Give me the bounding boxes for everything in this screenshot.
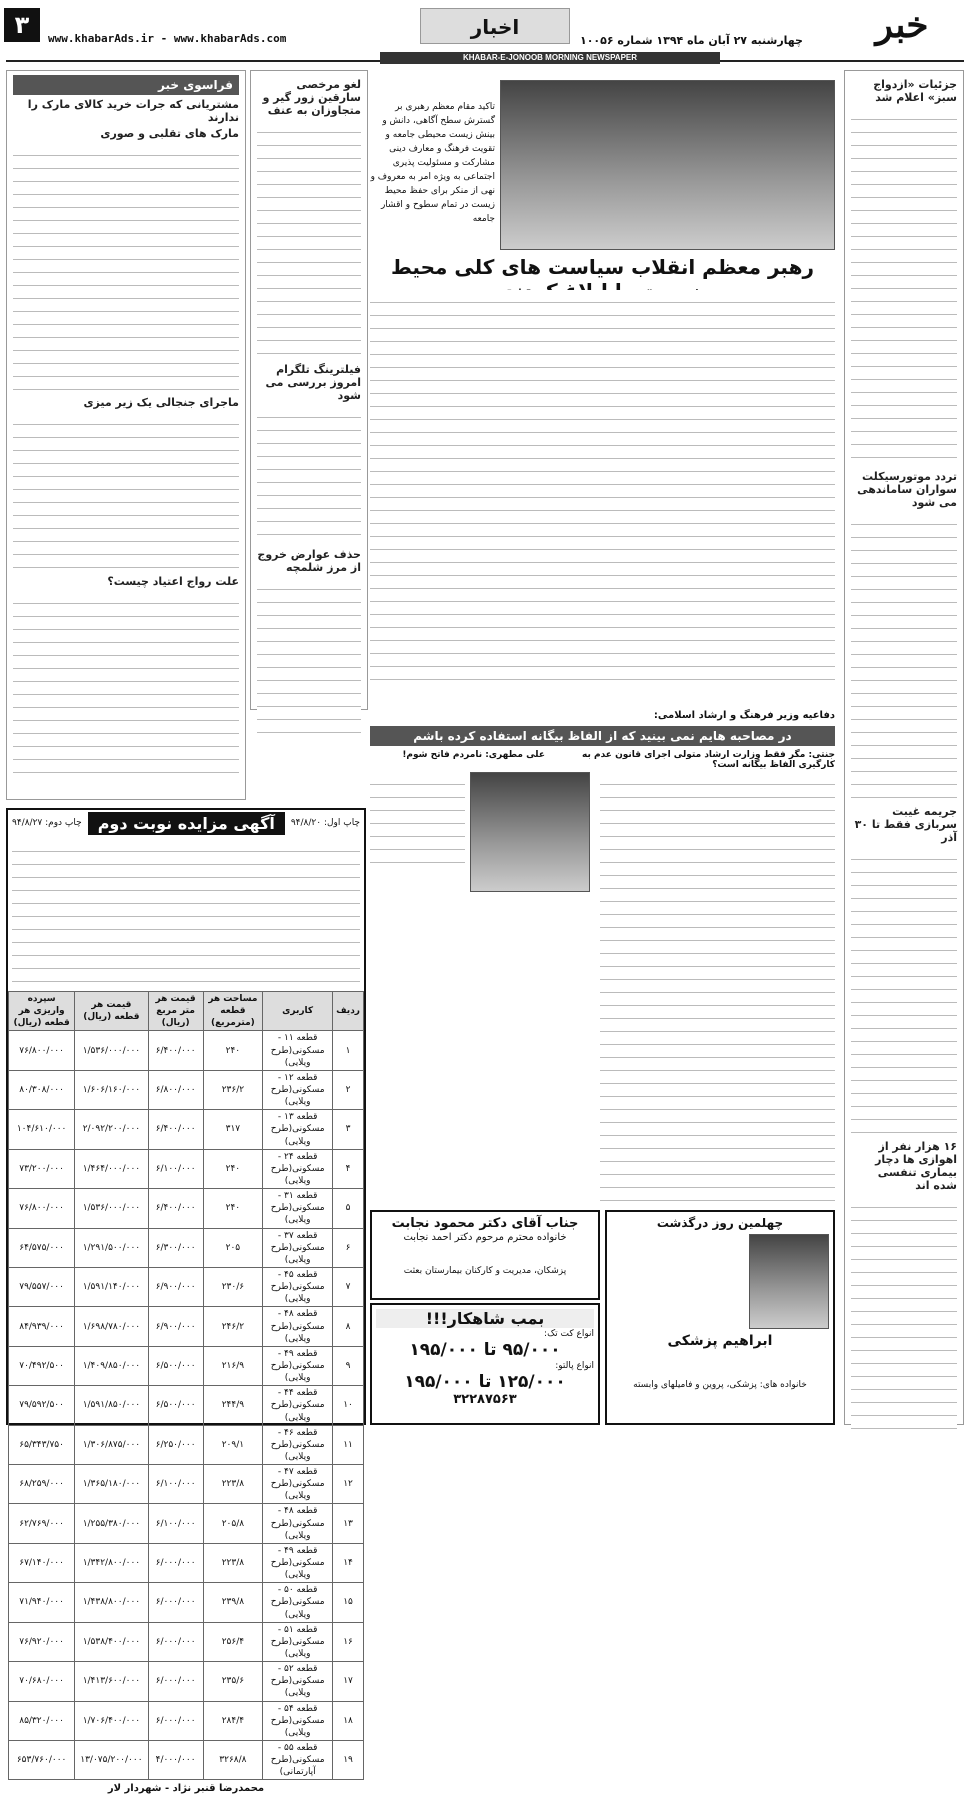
section-title: اخبار (420, 8, 570, 44)
condolence-body: خانواده محترم مرحوم دکتر احمد نجابت (403, 1232, 567, 1243)
table-cell: ۱/۵۹۱/۱۴۰/۰۰۰ (75, 1267, 148, 1306)
table-cell: ۲۴۶/۲ (203, 1307, 263, 1346)
table-cell: ۱/۵۳۶/۰۰۰/۰۰۰ (75, 1189, 148, 1228)
table-cell: ۵ (333, 1189, 364, 1228)
interview-body (370, 772, 465, 872)
table-cell: ۱/۴۰۹/۸۵۰/۰۰۰ (75, 1346, 148, 1385)
table-cell: ۱۷ (333, 1662, 364, 1701)
table-cell: ۱ (333, 1031, 364, 1070)
table-cell: ۲۲۳/۸ (203, 1543, 263, 1582)
left-subtitle: مشتریانی که جرات خرید کالای مارک را ندارند (27, 98, 239, 124)
table-cell: ۱۲ (333, 1465, 364, 1504)
main-headline: رهبر معظم انقلاب سیاست های کلی محیط (391, 255, 814, 279)
right-column (844, 70, 964, 1425)
memorial-photo (749, 1234, 829, 1329)
memorial-sign: خانواده های: پزشکی، پروین و فامیلهای وابسته (633, 1380, 807, 1390)
table-cell: ۱/۳۰۶/۸۷۵/۰۰۰ (75, 1425, 148, 1464)
table-row (9, 1228, 364, 1267)
article-text (13, 591, 239, 781)
table-cell: ۷۰/۶۸۰/۰۰۰ (9, 1662, 75, 1701)
article-text (257, 577, 361, 737)
table-cell: ۱/۵۹۱/۸۵۰/۰۰۰ (75, 1386, 148, 1425)
leader-photo (500, 80, 835, 250)
interview-sub-1: جنتی: مگر فقط وزارت ارشاد متولی اجرای قانون عدم به کارگیری الفاظ بیگانه است؟ (582, 750, 835, 770)
table-cell: ۱۰۴/۶۱۰/۰۰۰ (9, 1110, 75, 1149)
table-cell: ۲۱۶/۹ (203, 1346, 263, 1385)
table-header: مساحت هر قطعه (مترمربع) (203, 992, 263, 1031)
tender-signature: محمدرضا قنبر نژاد - شهردار لار (107, 1783, 265, 1794)
table-cell: ۳۱۷ (203, 1110, 263, 1149)
table-header: ردیف (333, 992, 364, 1031)
table-cell: ۶/۴۰۰/۰۰۰ (148, 1189, 203, 1228)
table-cell: ۶/۰۰۰/۰۰۰ (148, 1662, 203, 1701)
table-cell: ۶/۳۰۰/۰۰۰ (148, 1228, 203, 1267)
table-cell: ۶/۲۵۰/۰۰۰ (148, 1425, 203, 1464)
table-cell: قطعه ۱۱ - مسکونی(طرح ویلایی) (263, 1031, 333, 1070)
table-cell: قطعه ۴۹ - مسکونی(طرح ویلایی) (263, 1346, 333, 1385)
table-cell: ۶ (333, 1228, 364, 1267)
sale-title: بمب شاهکار!!! (376, 1309, 594, 1328)
table-cell: قطعه ۴۸ - مسکونی(طرح ویلایی) (263, 1307, 333, 1346)
left-column (6, 70, 246, 800)
right-title-2: تردد موتورسیکلت سواران ساماندهی می شود (857, 470, 957, 509)
table-cell: ۲/۰۹۲/۲۰۰/۰۰۰ (75, 1110, 148, 1149)
table-cell: ۶۴/۵۷۵/۰۰۰ (9, 1228, 75, 1267)
table-row (9, 1622, 364, 1661)
table-row (9, 1662, 364, 1701)
table-cell: ۶۵۳/۷۶۰/۰۰۰ (9, 1741, 75, 1780)
table-cell: ۷۳/۲۰۰/۰۰۰ (9, 1149, 75, 1188)
table-cell: ۶/۰۰۰/۰۰۰ (148, 1583, 203, 1622)
table-cell: ۶/۱۰۰/۰۰۰ (148, 1149, 203, 1188)
table-cell: ۱۳/۰۷۵/۲۰۰/۰۰۰ (75, 1741, 148, 1780)
mid-title-2: فیلترینگ تلگرام امروز بررسی می شود (265, 363, 361, 402)
table-cell: ۴ (333, 1149, 364, 1188)
table-cell: ۸۰/۳۰۸/۰۰۰ (9, 1070, 75, 1109)
table-row (9, 1583, 364, 1622)
table-cell: ۶/۰۰۰/۰۰۰ (148, 1701, 203, 1740)
table-header: قیمت هر قطعه (ریال) (75, 992, 148, 1031)
table-cell: قطعه ۴۵ - مسکونی(طرح ویلایی) (263, 1267, 333, 1306)
newspaper-logo: خبر (875, 4, 929, 46)
table-cell: قطعه ۵۴ - مسکونی(طرح ویلایی) (263, 1701, 333, 1740)
condolence-ad (370, 1210, 600, 1300)
table-cell: ۶/۴۰۰/۰۰۰ (148, 1031, 203, 1070)
table-cell: ۲ (333, 1070, 364, 1109)
sale-label-2: انواع پالتو: (555, 1361, 594, 1372)
mid-title-1: لغو مرخصی سارقین زور گیر و متجاوزان به عنف (262, 78, 361, 117)
tender-title: آگهی مزایده نوبت دوم (88, 812, 285, 835)
article-text (851, 847, 957, 1137)
table-row (9, 1189, 364, 1228)
table-cell: ۲۴۴/۹ (203, 1386, 263, 1425)
table-cell: ۸۵/۳۲۰/۰۰۰ (9, 1701, 75, 1740)
english-masthead: KHABAR-E-JONOOB MORNING NEWSPAPER (380, 52, 720, 64)
condolence-sign: پزشکان، مدیریت و کارکنان بیمارستان بعثت (403, 1265, 567, 1276)
table-cell: ۱۸ (333, 1701, 364, 1740)
table-row (9, 1031, 364, 1070)
table-cell: ۶۷/۱۴۰/۰۰۰ (9, 1543, 75, 1582)
table-row (9, 1386, 364, 1425)
table-cell: ۲۸۴/۴ (203, 1701, 263, 1740)
interview-kicker: دفاعیه وزیر فرهنگ و ارشاد اسلامی: (653, 710, 835, 721)
memorial-title: چهلمین روز درگذشت (656, 1216, 784, 1230)
table-cell: قطعه ۵۵ - مسکونی(طرح آپارتمانی) (263, 1741, 333, 1780)
table-row (9, 1110, 364, 1149)
table-cell: ۱۴ (333, 1543, 364, 1582)
minister-photo (470, 772, 590, 892)
table-cell: ۱۰ (333, 1386, 364, 1425)
table-row (9, 1701, 364, 1740)
table-cell: ۴/۰۰۰/۰۰۰ (148, 1741, 203, 1780)
main-article-body (370, 290, 835, 690)
table-cell: ۲۳۰/۶ (203, 1267, 263, 1306)
table-cell: ۶/۹۰۰/۰۰۰ (148, 1307, 203, 1346)
left-title-2: ماجرای جنجالی یک زیر میزی (83, 396, 239, 409)
table-cell: ۱/۷۰۶/۴۰۰/۰۰۰ (75, 1701, 148, 1740)
condolence-title: جناب آقای دکتر محمود نجابت (391, 1216, 579, 1231)
table-cell: ۷۶/۸۰۰/۰۰۰ (9, 1031, 75, 1070)
table-cell: ۱۱ (333, 1425, 364, 1464)
article-text (13, 143, 239, 393)
article-text (851, 1195, 957, 1435)
table-cell: ۲۳۹/۸ (203, 1583, 263, 1622)
table-cell: ۱/۶۰۶/۱۶۰/۰۰۰ (75, 1070, 148, 1109)
table-cell: ۶/۱۰۰/۰۰۰ (148, 1504, 203, 1543)
table-cell: ۲۳۶/۲ (203, 1070, 263, 1109)
table-cell: ۲۰۵/۸ (203, 1504, 263, 1543)
left-title-1: مارک های تقلبی و صوری (100, 127, 239, 140)
table-cell: ۱/۲۵۵/۳۸۰/۰۰۰ (75, 1504, 148, 1543)
tender-ad (6, 808, 366, 1794)
table-cell: ۶/۰۰۰/۰۰۰ (148, 1622, 203, 1661)
tender-table (8, 991, 364, 1780)
table-cell: ۱۶ (333, 1622, 364, 1661)
table-cell: ۱/۲۹۱/۵۰۰/۰۰۰ (75, 1228, 148, 1267)
table-cell: ۱/۶۹۸/۷۸۰/۰۰۰ (75, 1307, 148, 1346)
table-row (9, 1267, 364, 1306)
table-cell: قطعه ۳۷ - مسکونی(طرح ویلایی) (263, 1228, 333, 1267)
table-cell: ۲۳۵/۶ (203, 1662, 263, 1701)
interview-sub-2: علی مطهری: نامردم فاتح شوم! (402, 750, 545, 760)
right-title-3: جریمه غیبت سربازی فقط تا ۳۰ آذر (854, 805, 957, 844)
middle-column (250, 70, 368, 710)
table-cell: ۸۴/۹۳۹/۰۰۰ (9, 1307, 75, 1346)
table-cell: ۱/۵۳۶/۰۰۰/۰۰۰ (75, 1031, 148, 1070)
table-cell: قطعه ۴۶ - مسکونی(طرح ویلایی) (263, 1425, 333, 1464)
table-cell: قطعه ۴۹ - مسکونی(طرح ویلایی) (263, 1543, 333, 1582)
table-cell: قطعه ۱۳ - مسکونی(طرح ویلایی) (263, 1110, 333, 1149)
left-section-bar: فراسوی خبر (13, 75, 239, 95)
table-cell: ۲۴۰ (203, 1149, 263, 1188)
sale-label-1: انواع کت تک: (544, 1329, 594, 1339)
table-cell: ۳ (333, 1110, 364, 1149)
table-cell: ۶/۴۰۰/۰۰۰ (148, 1110, 203, 1149)
table-cell: ۱/۴۱۳/۶۰۰/۰۰۰ (75, 1662, 148, 1701)
table-cell: ۶/۸۰۰/۰۰۰ (148, 1070, 203, 1109)
table-cell: ۲۵۶/۴ (203, 1622, 263, 1661)
table-row (9, 1149, 364, 1188)
table-cell: قطعه ۱۲ - مسکونی(طرح ویلایی) (263, 1070, 333, 1109)
memorial-name: ابراهیم پزشکی (667, 1333, 773, 1349)
tender-text (12, 839, 360, 989)
table-cell: ۱/۴۳۸/۸۰۰/۰۰۰ (75, 1583, 148, 1622)
table-cell: ۶/۰۰۰/۰۰۰ (148, 1543, 203, 1582)
table-cell: ۷ (333, 1267, 364, 1306)
right-title-4: ۱۶ هزار نفر از اهوازی ها دچار بیماری تنفسی شده اند (875, 1140, 957, 1192)
table-header: قیمت هر متر مربع (ریال) (148, 992, 203, 1031)
table-cell: ۷۶/۸۰۰/۰۰۰ (9, 1189, 75, 1228)
table-cell: ۲۰۹/۱ (203, 1425, 263, 1464)
table-cell: ۶۵/۳۴۳/۷۵۰ (9, 1425, 75, 1464)
table-row (9, 1425, 364, 1464)
table-row (9, 1504, 364, 1543)
table-cell: ۸ (333, 1307, 364, 1346)
table-cell: ۲۲۳/۸ (203, 1465, 263, 1504)
left-title-3: علت رواج اعتیاد چیست؟ (107, 575, 239, 588)
table-cell: قطعه ۲۴ - مسکونی(طرح ویلایی) (263, 1149, 333, 1188)
article-text (851, 107, 957, 467)
table-cell: ۱۵ (333, 1583, 364, 1622)
table-cell: ۹ (333, 1346, 364, 1385)
table-cell: ۷۰/۴۹۲/۵۰۰ (9, 1346, 75, 1385)
table-cell: قطعه ۳۱ - مسکونی(طرح ویلایی) (263, 1189, 333, 1228)
table-cell: ۱۳ (333, 1504, 364, 1543)
sale-price-2: ۱۲۵/۰۰۰ تا ۱۹۵/۰۰۰ (404, 1372, 566, 1393)
table-cell: قطعه ۴۴ - مسکونی(طرح ویلایی) (263, 1386, 333, 1425)
table-cell: ۷۶/۹۲۰/۰۰۰ (9, 1622, 75, 1661)
table-cell: ۱/۴۶۴/۰۰۰/۰۰۰ (75, 1149, 148, 1188)
table-cell: ۲۴۰ (203, 1031, 263, 1070)
table-cell: ۱/۳۶۵/۱۸۰/۰۰۰ (75, 1465, 148, 1504)
site-url[interactable]: www.khabarAds.ir - www.khabarAds.com (48, 32, 287, 45)
table-cell: ۷۹/۵۹۲/۵۰۰ (9, 1386, 75, 1425)
memorial-ad (605, 1210, 835, 1425)
table-row (9, 1070, 364, 1109)
article-text (257, 405, 361, 545)
table-cell: ۲۴۰ (203, 1189, 263, 1228)
photo-caption: تاکید مقام معظم رهبری بر گسترش سطح آگاهی، دانش و بینش زیست محیطی جامعه و تقویت فرهنگ و معارف دینی مشارکت و مسئولیت پذیری اجتماعی به ویژه امر به معروف و نهی از منکر برای حفظ محیط زیست در تمام سطوح و اقشار جامعه (370, 102, 495, 224)
table-header: کاربری (263, 992, 333, 1031)
article-text (851, 512, 957, 802)
table-row (9, 1465, 364, 1504)
table-cell: ۱/۳۴۲/۸۰۰/۰۰۰ (75, 1543, 148, 1582)
table-row (9, 1346, 364, 1385)
table-cell: قطعه ۵۰ - مسکونی(طرح ویلایی) (263, 1583, 333, 1622)
right-title-1: جزئیات «ازدواج سبز» اعلام شد (873, 78, 957, 104)
table-header: سپرده واریزی هر قطعه (ریال) (9, 992, 75, 1031)
table-cell: ۶۲/۷۶۹/۰۰۰ (9, 1504, 75, 1543)
table-row (9, 1741, 364, 1780)
print-date-2: چاپ دوم: ۹۴/۸/۲۷ (12, 818, 82, 829)
table-cell: قطعه ۵۱ - مسکونی(طرح ویلایی) (263, 1622, 333, 1661)
sale-price-1: ۹۵/۰۰۰ تا ۱۹۵/۰۰۰ (409, 1340, 561, 1361)
table-cell: ۱۹ (333, 1741, 364, 1780)
mid-title-3: حذف عوارض خروج از مرز شلمچه (257, 548, 361, 574)
table-row (9, 1307, 364, 1346)
page-number: ۳ (4, 8, 40, 42)
table-cell: ۲۰۵ (203, 1228, 263, 1267)
table-row (9, 1543, 364, 1582)
article-text (13, 412, 239, 572)
table-cell: قطعه ۵۲ - مسکونی(طرح ویلایی) (263, 1662, 333, 1701)
table-cell: ۱/۵۳۸/۴۰۰/۰۰۰ (75, 1622, 148, 1661)
table-cell: ۶/۱۰۰/۰۰۰ (148, 1465, 203, 1504)
table-cell: ۷۹/۵۵۷/۰۰۰ (9, 1267, 75, 1306)
table-cell: ۶/۵۰۰/۰۰۰ (148, 1346, 203, 1385)
issue-date: چهارشنبه ۲۷ آبان ماه ۱۳۹۴ شماره ۱۰۰۵۶ (580, 34, 803, 47)
table-cell: ۷۱/۹۴۰/۰۰۰ (9, 1583, 75, 1622)
table-cell: قطعه ۴۷ - مسکونی(طرح ویلایی) (263, 1465, 333, 1504)
table-cell: ۶/۹۰۰/۰۰۰ (148, 1267, 203, 1306)
article-text (257, 120, 361, 360)
table-cell: ۶/۵۰۰/۰۰۰ (148, 1386, 203, 1425)
interview-title: در مصاحبه هایم نمی بینید که از الفاظ بیگانه استفاده کرده باشم (370, 726, 835, 746)
table-cell: ۶۸/۲۵۹/۰۰۰ (9, 1465, 75, 1504)
sale-ad (370, 1303, 600, 1425)
sale-phone[interactable]: ۳۲۲۸۷۵۶۳ (453, 1392, 517, 1408)
print-date-1: چاپ اول: ۹۴/۸/۲۰ (290, 818, 360, 829)
table-cell: قطعه ۴۸ - مسکونی(طرح ویلایی) (263, 1504, 333, 1543)
table-cell: ۳۲۶۸/۸ (203, 1741, 263, 1780)
interview-body (600, 772, 835, 1207)
